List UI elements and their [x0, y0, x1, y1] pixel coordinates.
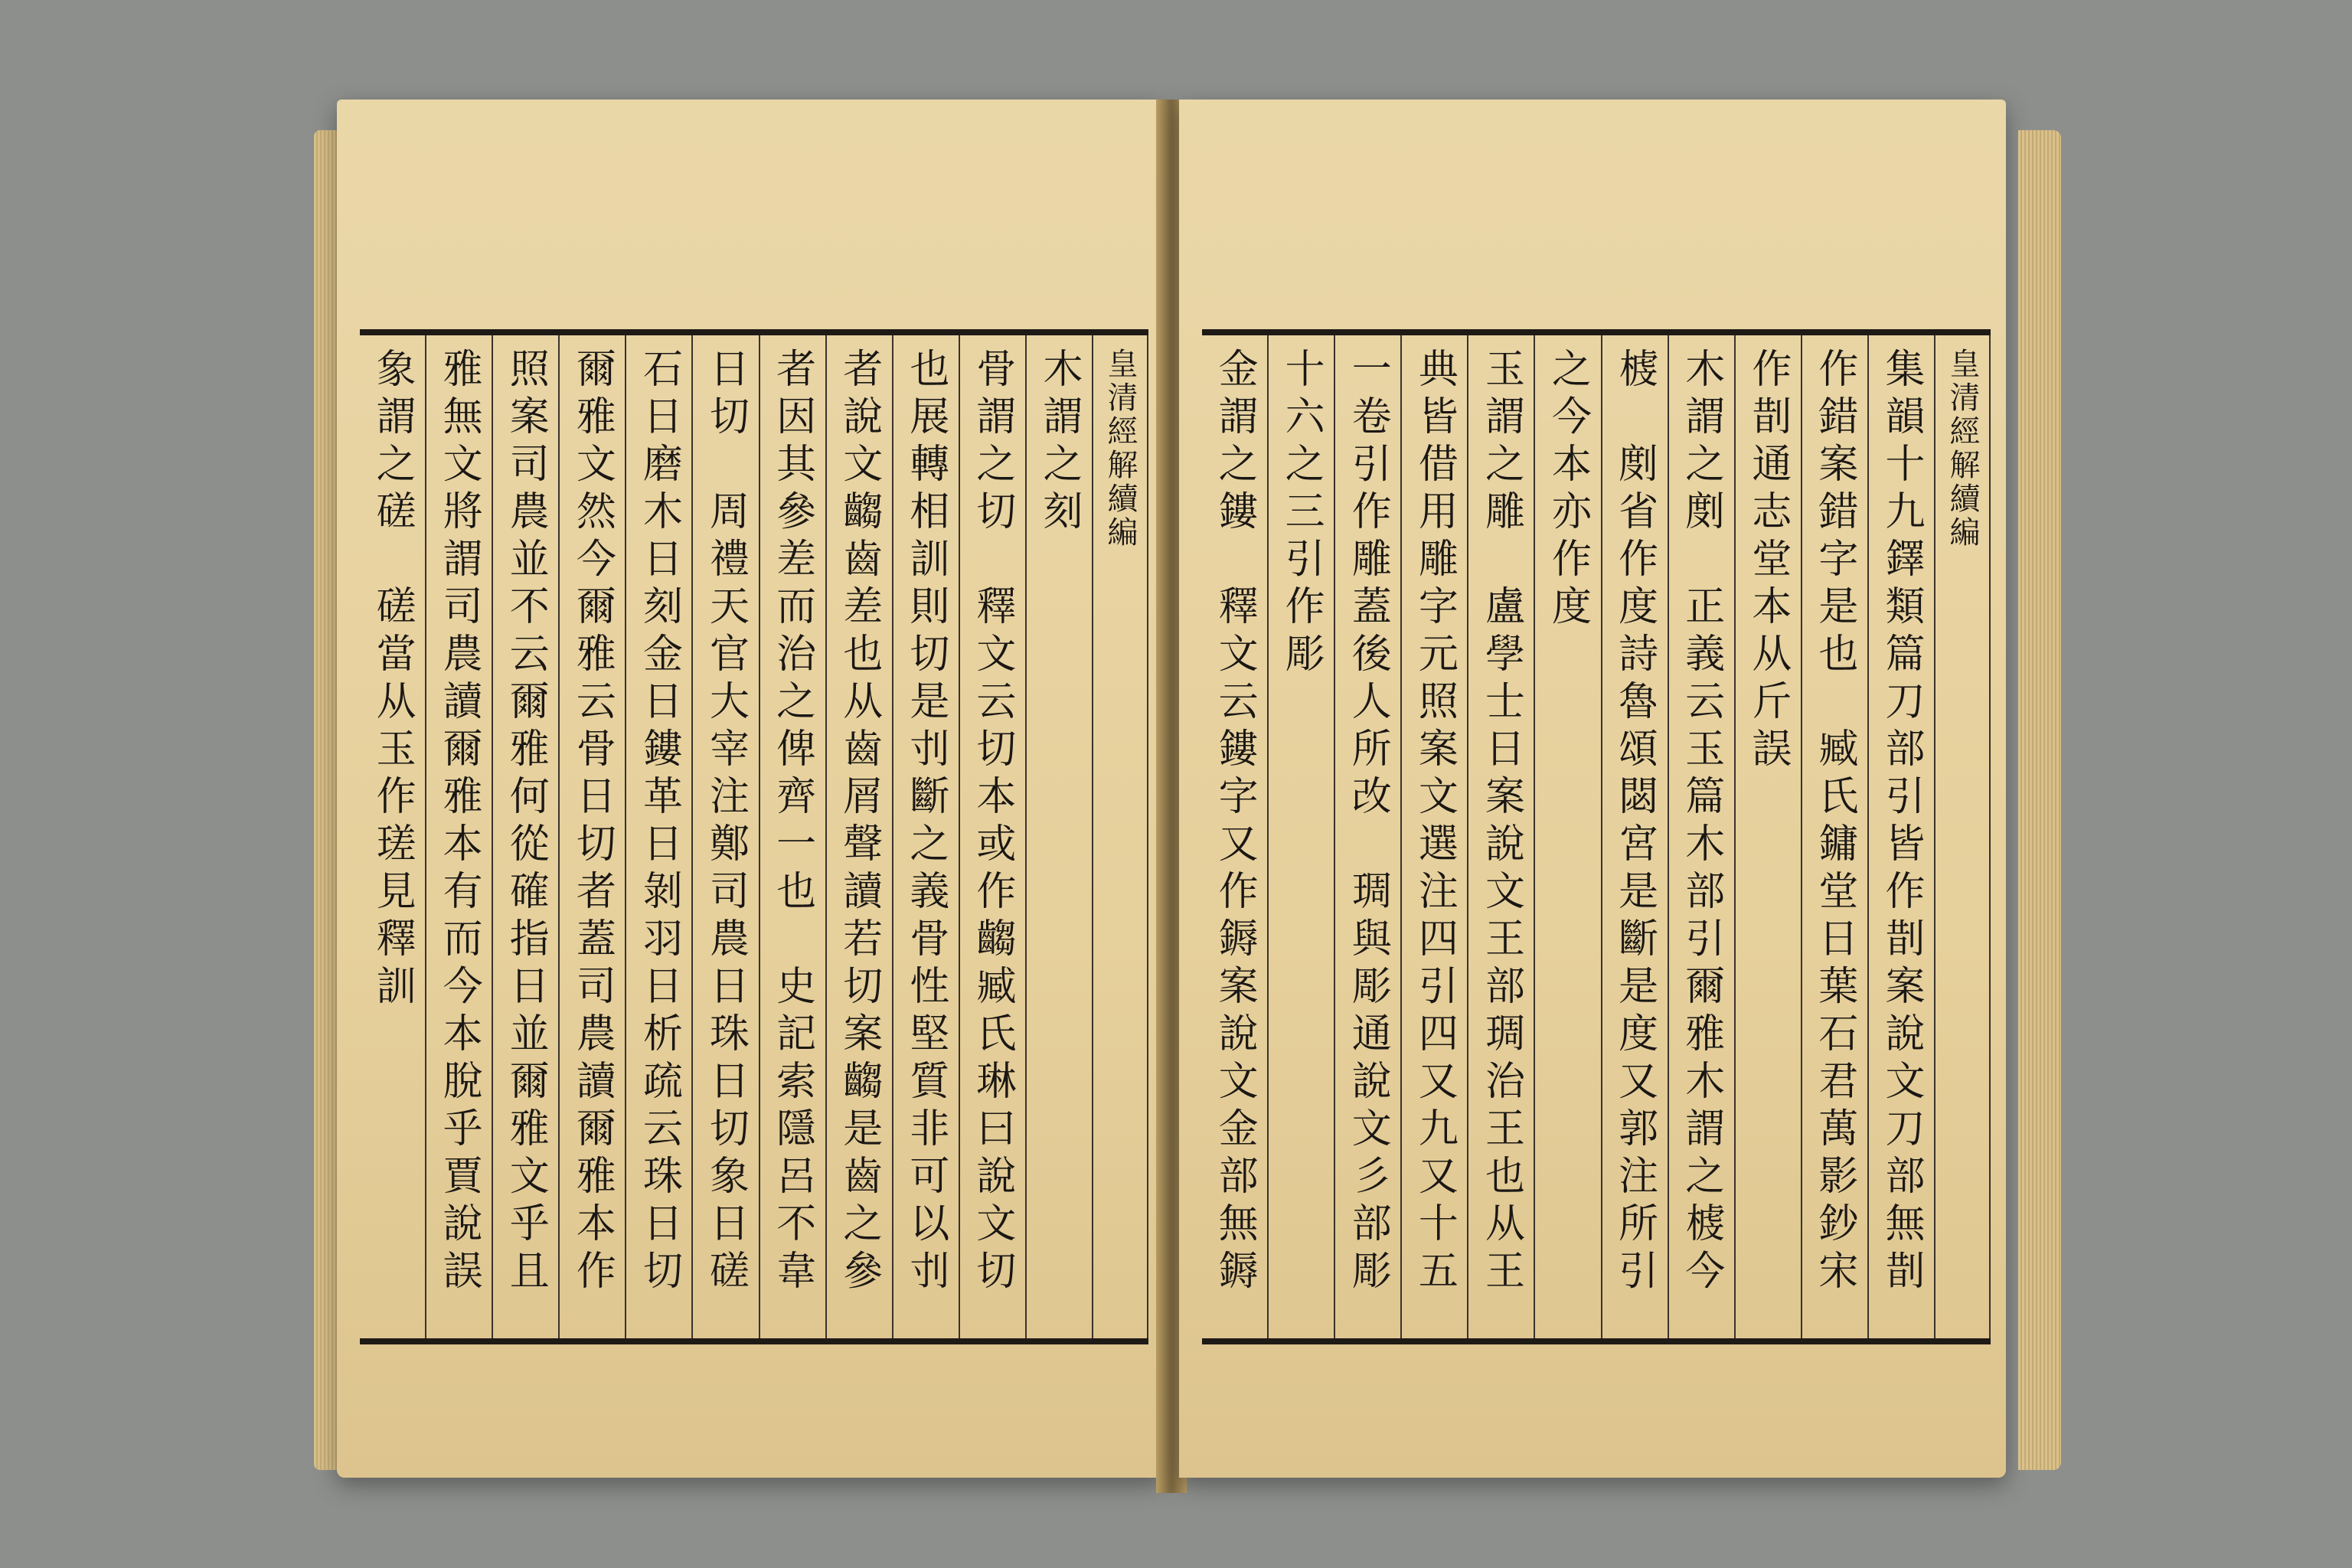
page-number	[1934, 639, 1936, 1338]
text-column: 日切 周禮天官大宰注鄭司農日珠日切象日磋	[691, 335, 758, 1338]
spine-title: 皇清經解續編	[1945, 348, 1980, 550]
text-column: 雅無文將謂司農讀爾雅本有而今本脫乎賈說誤	[425, 335, 492, 1338]
text-column: 者說文齺齒差也从齒屑聲讀若切案齺是齒之參	[825, 335, 892, 1338]
text-column: 金謂之鏤 釋文云鏤字又作鎒案說文金部無鎒	[1211, 348, 1258, 1297]
page-edges-right	[2018, 130, 2061, 1470]
text-column: 爾雅文然今爾雅云骨日切者蓋司農讀爾雅本作	[558, 335, 625, 1338]
text-column: 作剒通志堂本从斤誤	[1734, 335, 1801, 1338]
text-column: 集韻十九鐸類篇刀部引皆作剒案說文刀部無剒	[1867, 335, 1934, 1338]
text-column: 木謂之剫 正義云玉篇木部引爾雅木謂之榩今	[1668, 335, 1734, 1338]
text-column: 一卷引作雕蓋後人所改 琱與彫通說文彡部彫	[1334, 335, 1400, 1338]
text-column: 照案司農並不云爾雅何從確指日並爾雅文乎且	[492, 335, 558, 1338]
text-column: 也展轉相訓則切是刌斷之義骨性堅質非可以刌	[892, 335, 959, 1338]
left-spine-column	[1092, 335, 1148, 1338]
text-column: 骨謂之切 釋文云切本或作齺臧氏琳曰說文切	[959, 335, 1025, 1338]
text-column: 十六之三引作彫	[1267, 335, 1334, 1338]
text-column: 榩 剫省作度詩魯頌閟宮是斷是度又郭注所引	[1601, 335, 1668, 1338]
text-column: 石日磨木日刻金日鏤革日剝羽日析疏云珠日切	[625, 335, 691, 1338]
text-column: 玉謂之雕 盧學士日案說文王部琱治王也从王	[1467, 335, 1534, 1338]
page-edges-left	[314, 130, 340, 1470]
text-column: 木謂之刻	[1025, 335, 1092, 1338]
text-column: 作錯案錯字是也 臧氏鏞堂日葉石君萬影鈔宋	[1801, 335, 1867, 1338]
right-spine-column	[1934, 335, 1991, 1338]
spine-title: 皇清經解續編	[1102, 348, 1138, 550]
text-column: 象謂之磋 磋當从玉作瑳見釋訓	[369, 348, 416, 1012]
right-text-frame	[1202, 329, 1991, 1344]
text-column: 之今本亦作度	[1534, 335, 1600, 1338]
spine-section	[1092, 348, 1093, 1338]
right-page	[1179, 100, 2006, 1478]
text-column: 者因其參差而治之俾齊一也 史記索隱呂不韋	[759, 335, 825, 1338]
open-book	[337, 100, 2021, 1539]
text-column: 典皆借用雕字元照案文選注四引四又九又十五	[1400, 335, 1467, 1338]
left-text-frame	[360, 329, 1148, 1344]
left-page	[337, 100, 1164, 1478]
